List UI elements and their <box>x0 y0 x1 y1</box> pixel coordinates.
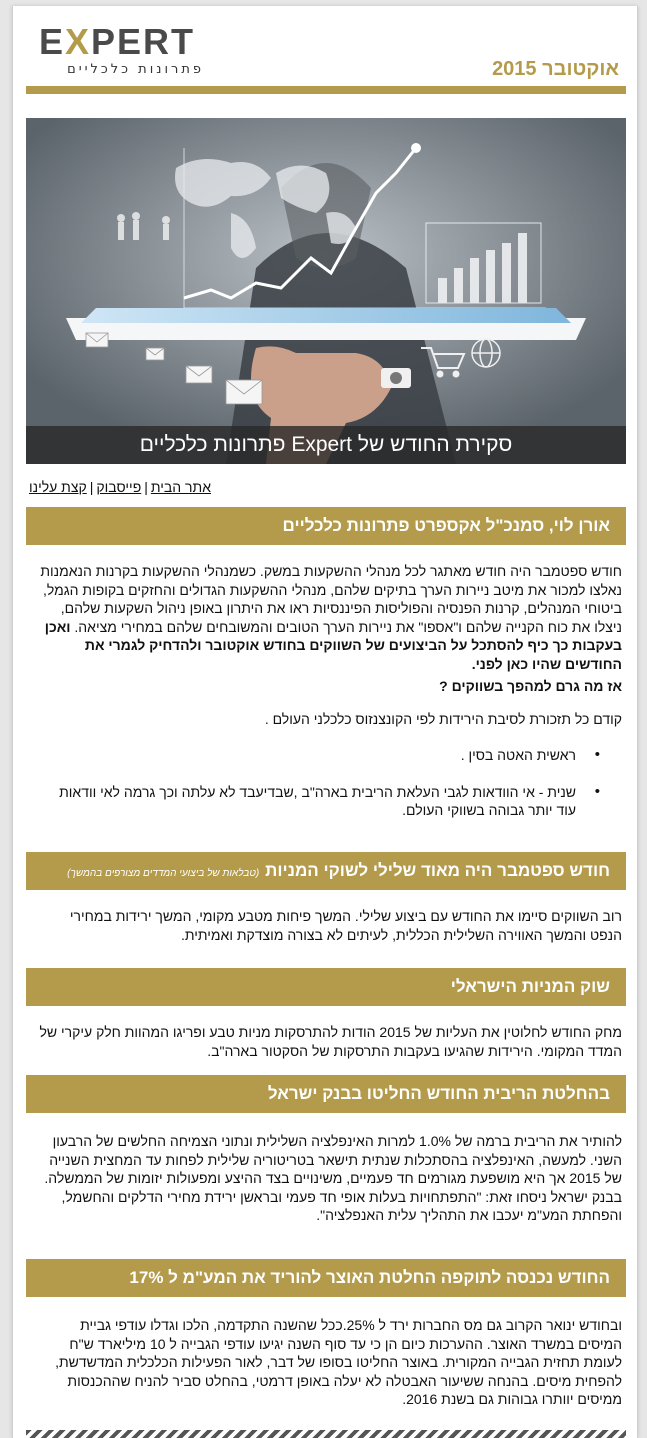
header-divider <box>26 86 626 94</box>
section-header-september <box>26 852 626 890</box>
reasons-list <box>37 746 622 820</box>
question-heading: אז מה גרם למהפך בשווקים ? <box>439 678 622 694</box>
paragraph: ובחודש ינואר הקרוב גם מס החברות ירד ל 25%.ככל שהשנה התקדמה, הלכו וגדלו עודפי גביית המיסים במשרד האוצר. ההערכות כיום הן כי עד סוף השנה יגיעו עודפי הגבייה ל 10 מיליארד ש"ח לעומת תחזית הגבייה המקורית. באוצר החליטו בסופו של דבר, לאור הפעילות הכלכלית המדשדשת, להפחית מיסים. בהנחה ששיעור האבטלה לא יעלה באופן דרמטי, בהחלט סביר להניח שההכנסות ממיסים יוותרו גבוהות גם בשנת 2016. <box>55 1317 622 1407</box>
section-body-interest-rate <box>37 1132 622 1225</box>
section-title: בהחלטת הריבית החודש החליטו בבנק ישראל <box>267 1084 610 1103</box>
section-title: החודש נכנסה לתוקפה החלטת האוצר להוריד את המע"מ ל 17% <box>129 1268 610 1287</box>
camera-icon <box>381 368 411 388</box>
hero-illustration <box>26 118 626 464</box>
intro-text: חודש ספטמבר היה חודש מאתגר לכל מנהלי ההשקעות במשק. כשמנהלי ההשקעות בקרנות הנאמנות נאלצו למכור את מיטב ניירות הערך בתיקים שלהם, מנהלי ההשקעות הגדולים והחזקים בקופות הגמל, ביטוחי המנהלים, קרנות הפנסיה והפוליסות הפיננסיות ראו את היתרון באופן ניהול השקעות שלהם, ניצלו את כוח הקנייה שלהם ו"אספו" את ניירות הערך הטובים והמשובחים שלהם במחירי מציאה. <box>40 563 622 635</box>
section-header-author <box>26 507 626 545</box>
newsletter-header <box>13 6 637 82</box>
section-title: אורן לוי, סמנכ"ל אקספרט פתרונות כלכליים <box>282 516 610 535</box>
paragraph: להותיר את הריבית ברמה של 1.0% למרות האינפלציה השלילית ונתוני הצמיחה החלשים של הרבעון השני. למעשה, האינפלציה בהסתכלות שנתית תישאר בטריטוריה שלילית לפחות עד המחצית השנייה של 2015 אך היא מושפעת מגורמים חד פעמיים, משינויים בצד ההיצע ומפעולות יזומות של הממשלה. בבנק ישראל ניסחו זאת: "התפתחויות בעלות אופי חד פעמי ובראשן ירידת מחירי הדלקים והחשמל, והפחתת המע"מ יעכבו את התהליך עלית האנפלציה". <box>44 1133 622 1223</box>
section-title: חודש ספטמבר היה מאוד שלילי לשוקי המניות <box>265 861 610 880</box>
section-header-israeli-market <box>26 968 626 1006</box>
newsletter-page <box>12 6 638 1438</box>
link-home[interactable]: אתר הבית <box>150 479 211 495</box>
paragraph: מחק החודש לחלוטין את העליות של 2015 הודות להתרסקות מניות טבע ופריגו המהוות חלק עיקרי של המדד המקומי. הירידות שהגיעו בעקבות התרסקות של הסקטור בארה"ב. <box>39 1024 622 1059</box>
section-body-vat <box>37 1316 622 1409</box>
section-title: שוק המניות הישראלי <box>450 977 610 996</box>
link-separator: | <box>144 479 148 495</box>
intro-paragraph <box>37 562 622 673</box>
link-about[interactable]: קצת עלינו <box>29 479 87 495</box>
list-item: • ראשית האטה בסין . <box>37 746 614 765</box>
section-body-israeli-market <box>37 1023 622 1060</box>
tablet-icon <box>66 308 586 340</box>
list-item: • שנית - אי הוודאות לגבי העלאת הריבית בארה"ב ,שבדיעבד לא עלתה וכך גרמה לאי וודאות עוד יותר גבוהה בשווקי העולם. <box>37 783 614 820</box>
section-header-vat <box>26 1259 626 1297</box>
issue-date: אוקטובר 2015 <box>492 58 619 80</box>
paragraph: רוב השווקים סיימו את החודש עם ביצוע שלילי. המשך פיחות מטבע מקומי, המשך ירידות במחירי הנפט והמשך האווירה השלילית הכללית, לעיתים לא בצורה מוצדקת ואמיתית. <box>69 908 622 943</box>
section-header-interest-rate <box>26 1075 626 1113</box>
expert-logo[interactable] <box>39 21 219 77</box>
section-body-intro <box>37 562 622 820</box>
section-note: (טבלאות של ביצועי המדדים מצורפים בהמשך) <box>67 868 260 879</box>
logo-tagline: פתרונות כלכליים <box>67 62 204 77</box>
intro-bold-text: ואכן בעקבות כך כיף להסתכל על הביצועים של השווקים בחודש אוקטובר ולהדחיק לגמרי את החודשים שהיו כאן לפני. <box>44 618 622 672</box>
reminder-text: קודם כל תזכורת לסיבת הירידות לפי הקונצנזוס כלכלני העולם . <box>264 710 622 727</box>
hero-caption: סקירת החודש של Expert פתרונות כלכליים <box>26 426 626 464</box>
section-body-september <box>37 907 622 944</box>
hero-image <box>26 118 626 464</box>
link-facebook[interactable]: פייסבוק <box>96 479 142 495</box>
link-separator: | <box>89 479 94 495</box>
footer-divider <box>26 1430 626 1438</box>
logo-wordmark: EXPERT <box>39 21 196 62</box>
top-links <box>29 479 211 495</box>
